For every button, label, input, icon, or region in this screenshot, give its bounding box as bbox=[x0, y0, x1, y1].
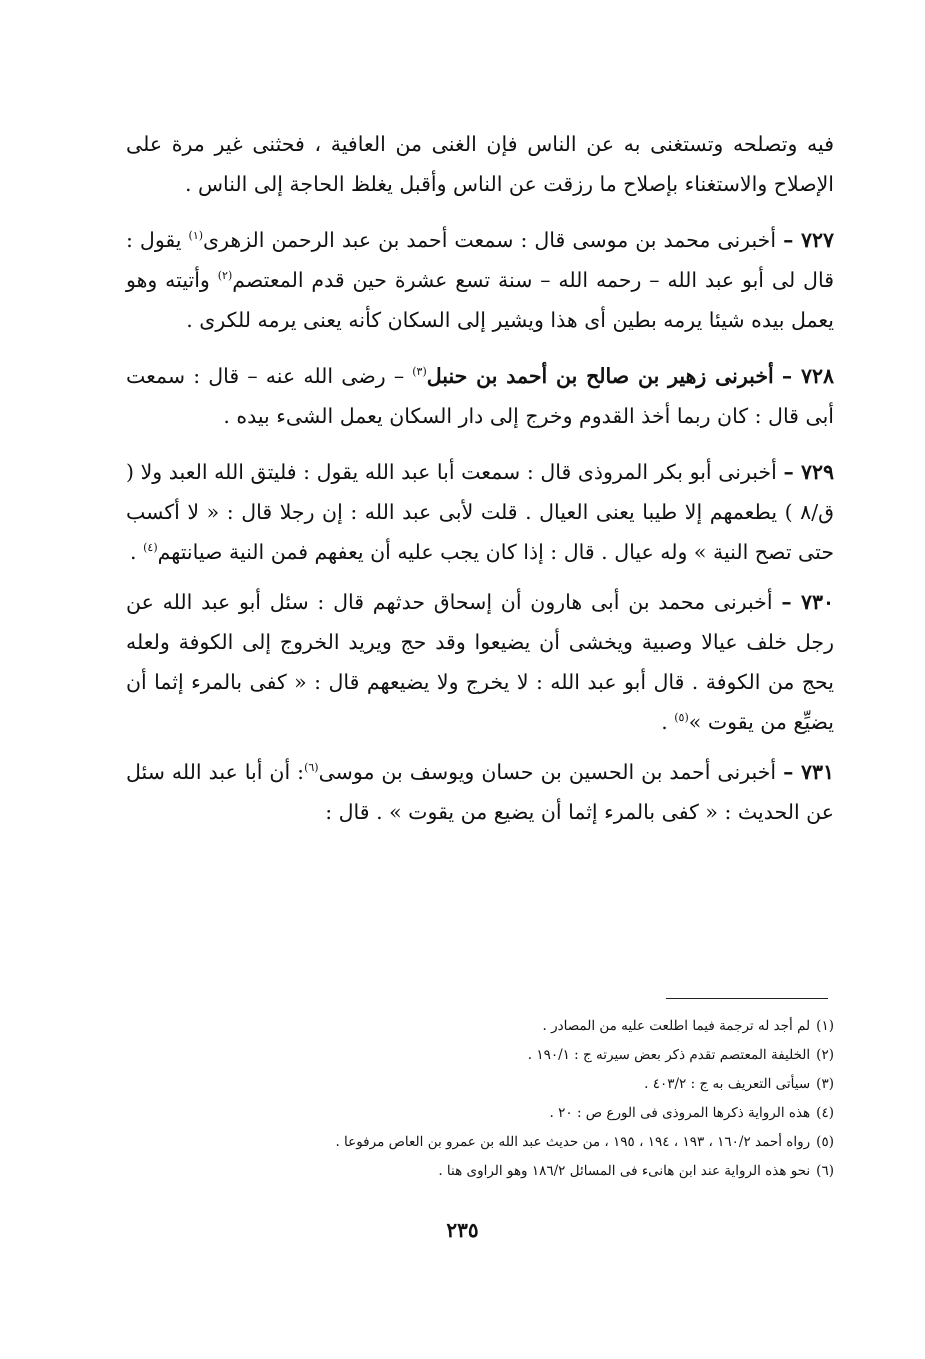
footnotes bbox=[120, 1012, 834, 1186]
footnote-number: (٥) bbox=[816, 1134, 834, 1150]
narration-729 bbox=[126, 452, 834, 572]
footnote bbox=[120, 1012, 834, 1041]
footnote-ref: (١) bbox=[188, 229, 204, 243]
narration-text: أخبرنى أحمد بن الحسين بن حسان ويوسف بن موسى bbox=[318, 760, 777, 784]
footnote bbox=[120, 1099, 834, 1128]
footnote-ref: (٢) bbox=[217, 269, 233, 283]
narration-number: ٧٢٩ – bbox=[783, 460, 834, 484]
footnote-ref: (٦) bbox=[304, 761, 319, 775]
footnote-text: الخليفة المعتصم تقدم ذكر بعض سيرته ج : ١٩٠/١ . bbox=[527, 1047, 811, 1063]
narration-text: يقول : قال لى أبو عبد الله – رحمه الله – سنة تسع عشرة حين قدم المعتصم bbox=[126, 228, 835, 292]
footnote-ref: (٤) bbox=[143, 541, 158, 555]
narration-text: أخبرنى أبو بكر المروذى قال : سمعت أبا عبد الله يقول : فليتق الله العبد ولا ( ق/٨ ) يطعمهم إلا طيبا يعنى العيال . قلت لأبى عبد الله : إن رجلا قال : « لا أكسب حتى تصح النية » وله عيال . قال : إذا كان يجب عليه أن يعفهم فمن النية صيانتهم bbox=[126, 460, 834, 564]
narration-728 bbox=[126, 356, 834, 436]
narration-730 bbox=[126, 582, 834, 742]
narration-text: : أن أبا عبد الله سئل عن الحديث : « كفى بالمرء إثما أن يضيع من يقوت » . قال : bbox=[126, 760, 834, 824]
paragraph-continuation bbox=[126, 124, 834, 204]
narration-731 bbox=[126, 752, 834, 832]
footnote-number: (٣) bbox=[816, 1076, 834, 1092]
main-text bbox=[126, 124, 834, 832]
footnote-ref: (٥) bbox=[674, 711, 689, 725]
footnote-number: (٢) bbox=[816, 1047, 834, 1063]
footnote-text: رواه أحمد ١٦٠/٢ ، ١٩٣ ، ١٩٤ ، ١٩٥ ، من حديث عبد الله بن عمرو بن العاص مرفوعا . bbox=[335, 1134, 811, 1150]
narration-number: ٧٢٨ – bbox=[781, 364, 835, 388]
narration-chain: أخبرنى زهير بن صالح بن أحمد بن حنبل bbox=[426, 364, 774, 388]
narration-number: ٧٢٧ – bbox=[783, 228, 835, 252]
narration-number: ٧٣٠ – bbox=[781, 590, 834, 614]
narration-end: . bbox=[130, 540, 137, 564]
footnote-separator bbox=[666, 998, 828, 999]
narration-text: أخبرنى محمد بن موسى قال : سمعت أحمد بن عبد الرحمن الزهرى bbox=[203, 228, 777, 252]
narration-number: ٧٣١ – bbox=[783, 760, 834, 784]
footnote-text: هذه الرواية ذكرها المروذى فى الورع ص : ٢٠ . bbox=[549, 1105, 811, 1121]
footnote-number: (٤) bbox=[816, 1105, 834, 1121]
footnote-number: (٦) bbox=[816, 1163, 834, 1179]
narration-text: – رضى الله عنه – قال : سمعت أبى قال : كان ربما أخذ القدوم وخرج إلى دار السكان يعمل الشىء بيده . bbox=[126, 364, 834, 428]
paragraph-text: فيه وتصلحه وتستغنى به عن الناس فإن الغنى من العافية ، فحثنى غير مرة على الإصلاح والاستغناء بإصلاح ما رزقت عن الناس وأقبل يغلظ الحاجة إلى الناس . bbox=[126, 132, 834, 196]
narration-text: أخبرنى محمد بن أبى هارون أن إسحاق حدثهم قال : سئل أبو عبد الله عن رجل خلف عيالا وصبية ويخشى أن يضيعوا وقد حج ويريد الخروج إلى الكوفة ولعله يحج من الكوفة . قال أبو عبد الله : لا يخرج ولا يضيعهم قال : « كفى بالمرء إثما أن يضيِّع من يقوت » bbox=[126, 590, 834, 734]
footnote bbox=[120, 1041, 834, 1070]
narration-727 bbox=[126, 220, 834, 340]
narration-text: وأتيته وهو يعمل بيده شيئا يرمه بطين أى هذا ويشير إلى السكان كأنه يعنى يرمه للكرى . bbox=[126, 268, 834, 332]
footnote-number: (١) bbox=[816, 1018, 834, 1034]
footnote-text: نحو هذه الرواية عند ابن هانىء فى المسائل ١٨٦/٢ وهو الراوى هنا . bbox=[438, 1163, 811, 1179]
footnote bbox=[120, 1157, 834, 1186]
footnote-text: سيأتى التعريف به ج : ٤٠٣/٢ . bbox=[644, 1076, 811, 1092]
footnote bbox=[120, 1128, 834, 1157]
footnote-ref: (٣) bbox=[412, 365, 427, 379]
page-number: ٢٣٥ bbox=[446, 1218, 479, 1242]
footnote-text: لم أجد له ترجمة فيما اطلعت عليه من المصادر . bbox=[542, 1018, 811, 1034]
footnote bbox=[120, 1070, 834, 1099]
narration-end: . bbox=[661, 710, 668, 734]
